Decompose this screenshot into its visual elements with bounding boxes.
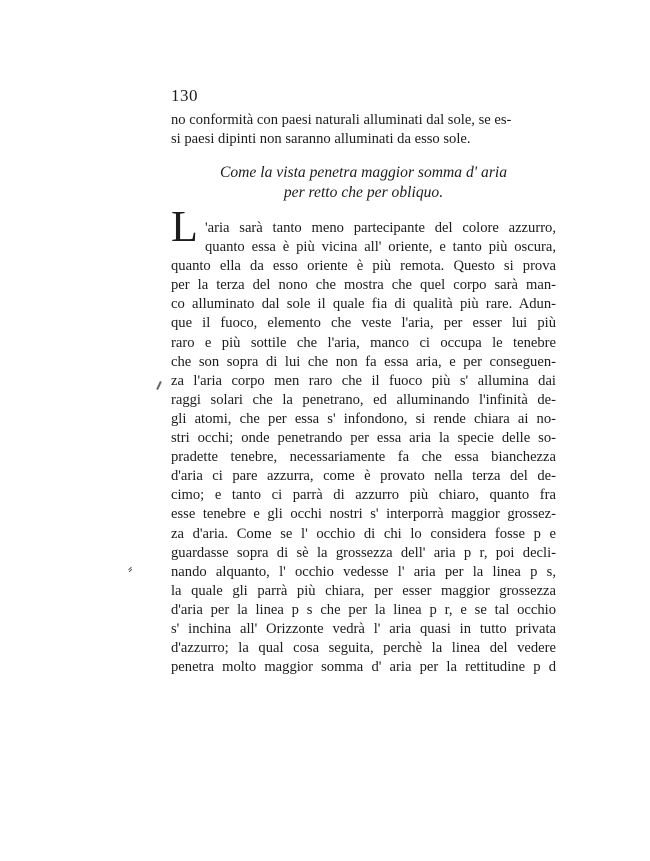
text-line: guardasse sopra di sè la grossezza dell' aria p r, poi decli- [171, 544, 556, 561]
text-line: gli atomi, che per essa s' infondono, si rende chiara ai no- [171, 410, 556, 427]
text-line: penetra molto maggior somma d' aria per la rettitudine p d [171, 659, 556, 676]
page-number: 130 [171, 86, 198, 105]
heading-line: per retto che per obliquo. [283, 184, 444, 201]
text-line: quanto essa è più vicina all' oriente, e tanto più oscura, [205, 239, 556, 256]
text-line: s' inchina all' Orizzonte vedrà l' aria quasi in tutto privata [171, 620, 556, 637]
text-line: que il fuoco, elemento che veste l'aria, per esser lui più [171, 315, 556, 332]
text-line: d'aria per la linea p s che per la linea p r, e se tal occhio [171, 601, 556, 618]
section-heading [171, 163, 556, 203]
text-line: 'aria sarà tanto meno partecipante del colore azzurro, [205, 220, 556, 236]
text-line: raggi solari che la penetrano, ed alluminando l'infinità de- [171, 391, 556, 408]
text-line: pradette tenebre, necessariamente fa che essa bianchezza [171, 449, 556, 466]
text-line: za d'aria. Come se l' occhio di chi lo considera fosse p e [171, 525, 556, 542]
text-line: esse tenebre e gli occhi nostri s' interporrà maggior grossez- [171, 506, 556, 523]
text-line: si paesi dipinti non saranno alluminati da esso sole. [171, 131, 471, 147]
text-line: che son sopra di lui che non fa essa aria, e per conseguen- [171, 353, 556, 370]
intro-paragraph [171, 111, 556, 149]
text-line: co alluminato dal sole il quale fia di qualità più rare. Adun- [171, 296, 556, 313]
text-line: nando alquanto, l' occhio vedesse l' aria per la linea p s, [171, 563, 556, 580]
drop-cap: L [171, 202, 198, 251]
text-line: la quale gli parrà più chiara, per esser maggior grossezza [171, 582, 556, 599]
text-line: stri occhi; onde penetrando per essa aria la specie delle so- [171, 430, 556, 447]
margin-mark [156, 381, 162, 390]
text-line: raro e più sottile che l'aria, manco ci occupa le tenebre [171, 334, 556, 351]
text-line: quanto ella da esso oriente è più remota. Questo si prova [171, 258, 556, 275]
text-line: za l'aria corpo men raro che il fuoco più s' allumina dai [171, 372, 556, 389]
heading-line: Come la vista penetra maggior somma d' aria [219, 164, 508, 181]
text-line: per la terza del nono che mostra che quel corpo sarà man- [171, 277, 556, 294]
text-line: no conformità con paesi naturali alluminati dal sole, se es- [171, 112, 512, 128]
text-line: cimo; e tanto ci parrà di azzurro più chiaro, quanto fra [171, 487, 556, 504]
text-line: d'aria ci pare azzurra, come è provato nella terza del de- [171, 468, 556, 485]
body-paragraph [171, 219, 556, 677]
margin-mark: ⸗ [126, 561, 135, 578]
text-line: d'azzurro; la qual cosa seguita, perchè la linea del vedere [171, 640, 556, 657]
